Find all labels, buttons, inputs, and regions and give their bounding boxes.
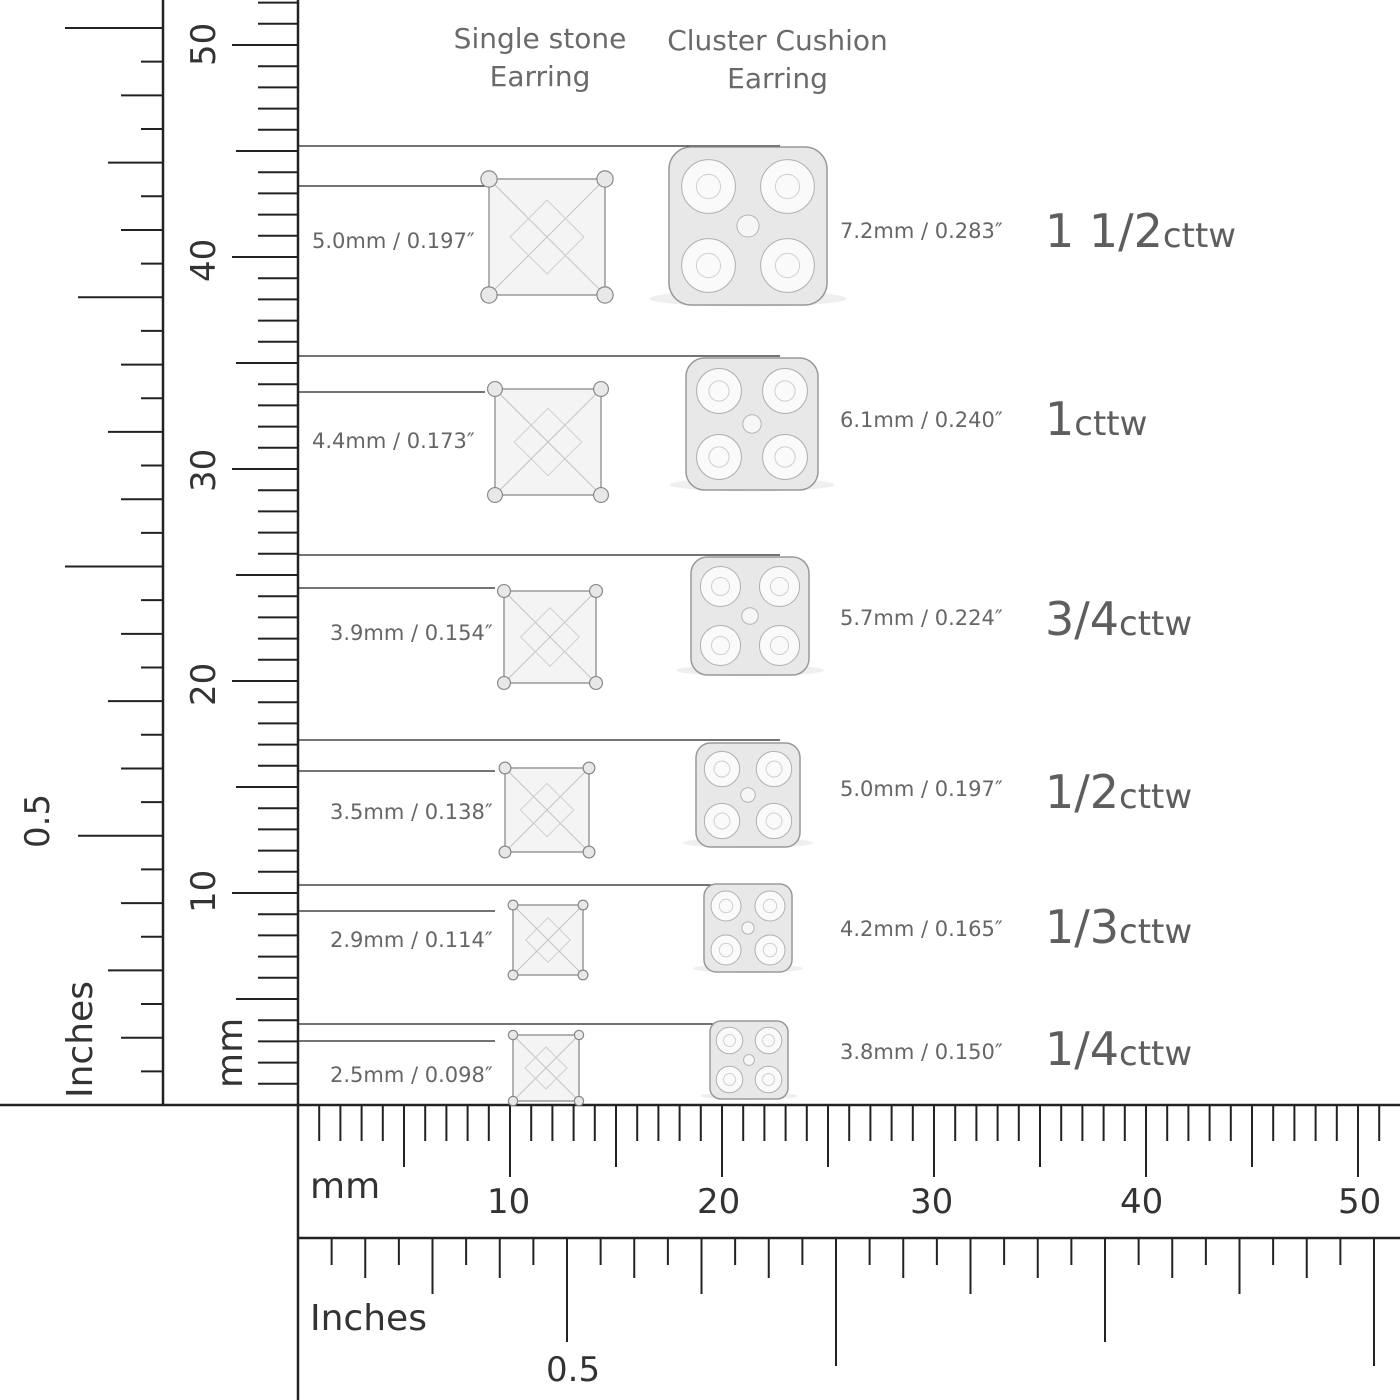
princess-stud-earring — [508, 900, 588, 980]
single-header-line1: Single stone — [453, 22, 627, 55]
vertical-inches-label: Inches — [60, 981, 101, 1098]
horizontal-inch-tick-label: 0.5 — [546, 1350, 601, 1390]
cluster-size-label: 3.8mm / 0.150″ — [840, 1040, 1003, 1064]
carat-weight-label — [1045, 765, 1192, 819]
cluster-cushion-earring — [676, 557, 824, 676]
princess-stud-earring — [508, 1030, 583, 1105]
horizontal-mm-tick-label: 50 — [1338, 1182, 1382, 1222]
cluster-header-line1: Cluster Cushion — [667, 24, 888, 57]
carat-weight-value: 1 — [1045, 392, 1075, 446]
vertical-mm-tick-label: 10 — [184, 869, 224, 913]
single-size-label: 3.9mm / 0.154″ — [330, 621, 493, 645]
carat-weight-label — [1045, 204, 1236, 258]
carat-weight-label — [1045, 1022, 1192, 1076]
cluster-size-label: 4.2mm / 0.165″ — [840, 917, 1003, 941]
vertical-mm-label: mm — [210, 1017, 251, 1088]
cluster-size-label: 7.2mm / 0.283″ — [840, 219, 1003, 243]
horizontal-mm-label: mm — [310, 1166, 381, 1207]
cluster-cushion-earring — [683, 743, 813, 848]
carat-weight-value: 1 1/2 — [1045, 204, 1163, 258]
cluster-size-label: 5.7mm / 0.224″ — [840, 606, 1003, 630]
carat-weight-unit: cttw — [1119, 912, 1193, 952]
vertical-mm-tick-label: 50 — [184, 22, 224, 66]
carat-weight-unit: cttw — [1119, 604, 1193, 644]
carat-weight-value: 3/4 — [1045, 592, 1120, 646]
cluster-size-label: 5.0mm / 0.197″ — [840, 777, 1003, 801]
horizontal-mm-tick-label: 10 — [487, 1182, 531, 1222]
princess-stud-earring — [498, 585, 603, 690]
carat-weight-value: 1/3 — [1045, 900, 1120, 954]
carat-weight-value: 1/2 — [1045, 765, 1120, 819]
cluster-header-line2: Earring — [727, 62, 828, 95]
horizontal-mm-tick-label: 30 — [910, 1182, 954, 1222]
carat-weight-label — [1045, 392, 1147, 446]
horizontal-mm-tick-label: 20 — [697, 1182, 741, 1222]
single-size-label: 5.0mm / 0.197″ — [312, 229, 475, 253]
princess-stud-earring — [488, 382, 609, 503]
single-stone-header — [440, 20, 640, 96]
vertical-mm-tick-label: 30 — [184, 448, 224, 492]
cluster-cushion-earring — [670, 358, 835, 491]
horizontal-inches-label: Inches — [310, 1298, 427, 1339]
carat-weight-unit: cttw — [1119, 1034, 1193, 1074]
carat-weight-unit: cttw — [1119, 777, 1193, 817]
princess-stud-earring — [499, 762, 595, 858]
carat-weight-label — [1045, 900, 1192, 954]
horizontal-mm-tick-label: 40 — [1120, 1182, 1164, 1222]
carat-weight-label — [1045, 592, 1192, 646]
vertical-inch-tick-label: 0.5 — [18, 793, 58, 848]
cluster-cushion-earring — [649, 147, 847, 307]
cluster-cushion-earring — [700, 1021, 798, 1100]
cluster-size-label: 6.1mm / 0.240″ — [840, 408, 1003, 432]
vertical-mm-tick-label: 40 — [184, 238, 224, 282]
single-size-label: 3.5mm / 0.138″ — [330, 800, 493, 824]
carat-weight-unit: cttw — [1074, 404, 1148, 444]
princess-stud-earring — [481, 171, 613, 303]
cluster-cushion-earring — [693, 884, 803, 973]
single-size-label: 2.9mm / 0.114″ — [330, 928, 493, 952]
single-size-label: 4.4mm / 0.173″ — [312, 429, 475, 453]
single-header-line2: Earring — [489, 60, 591, 93]
carat-weight-value: 1/4 — [1045, 1022, 1120, 1076]
vertical-mm-tick-label: 20 — [184, 662, 224, 706]
cluster-cushion-header — [665, 22, 890, 98]
carat-weight-unit: cttw — [1162, 216, 1237, 256]
single-size-label: 2.5mm / 0.098″ — [330, 1063, 493, 1087]
